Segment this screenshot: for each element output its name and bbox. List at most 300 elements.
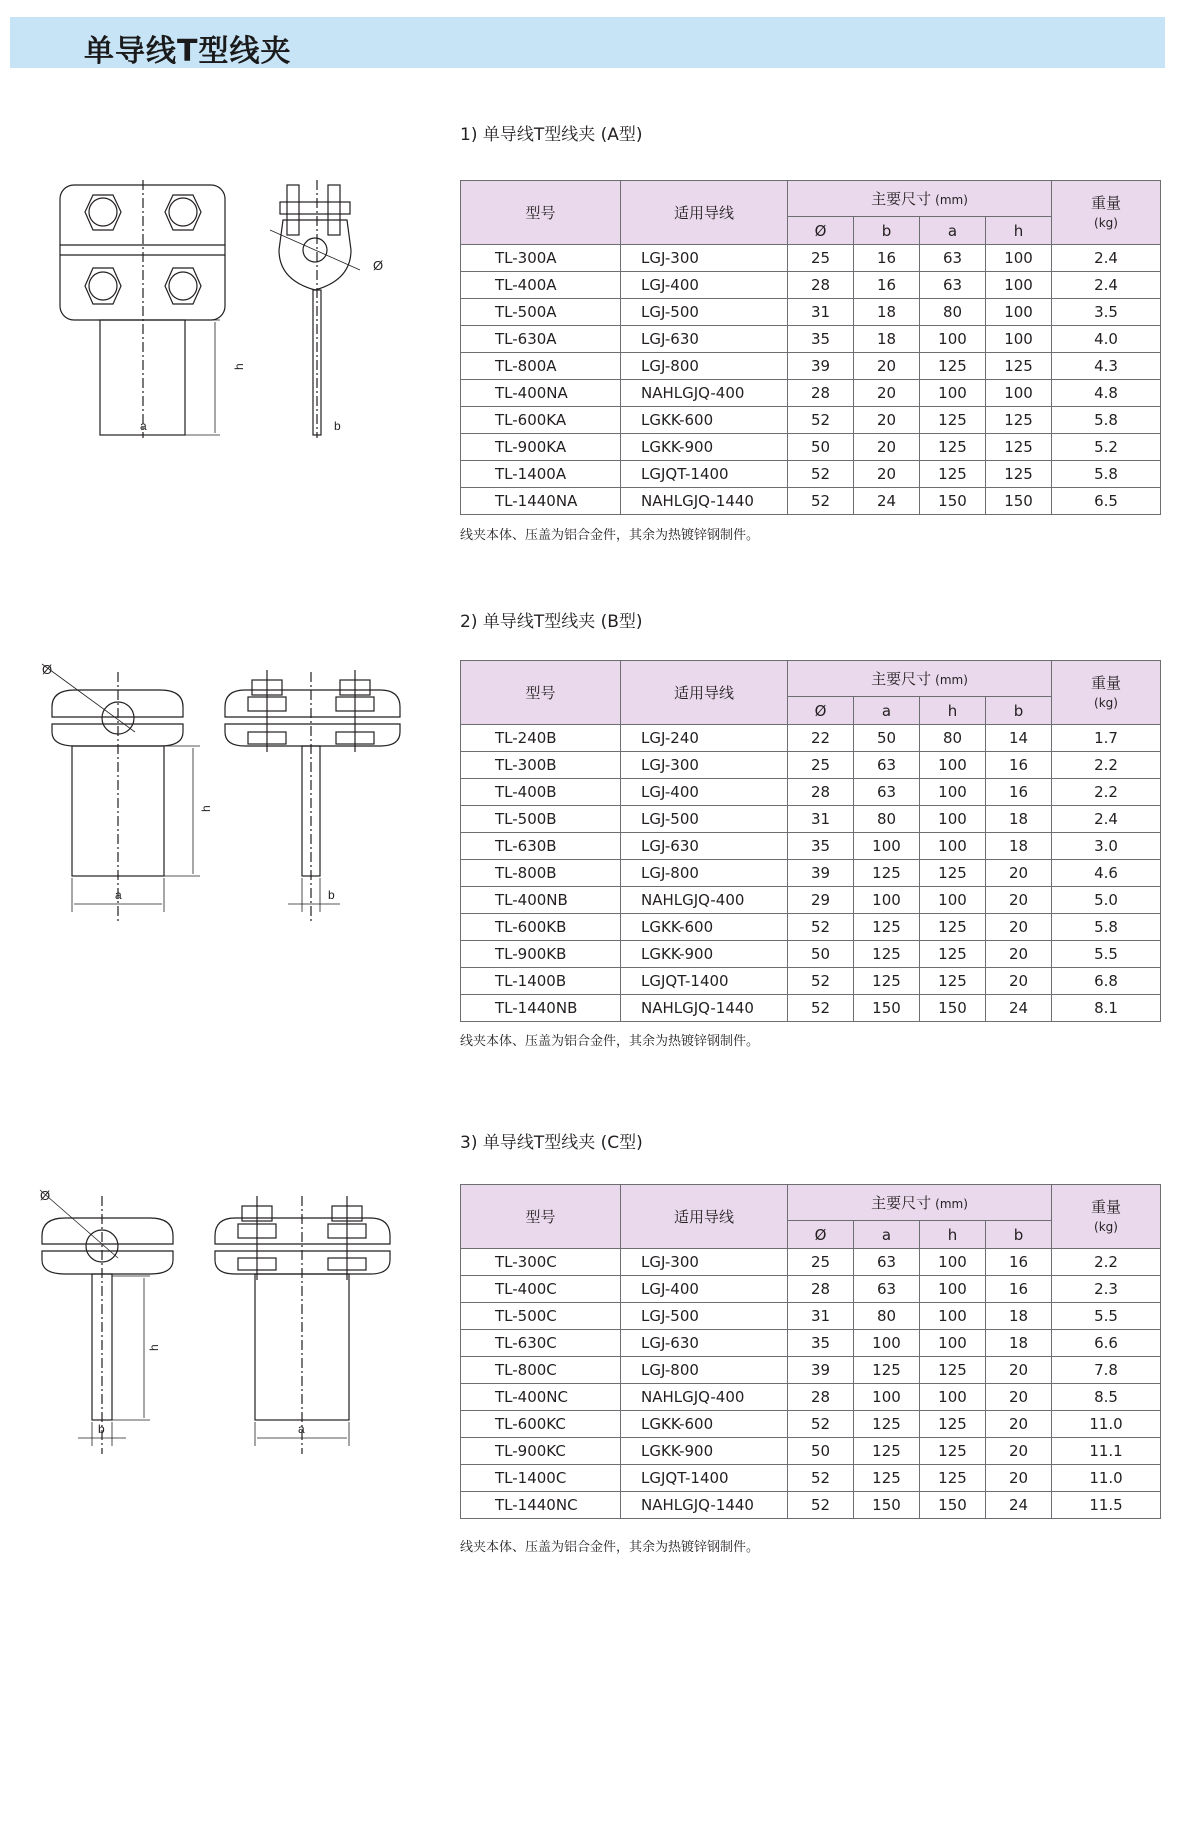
header-dims: 主要尺寸 (mm) [788,661,1052,697]
dim-cell: 125 [854,1411,920,1438]
dim-cell: 52 [788,914,854,941]
dim-cell: 150 [920,995,986,1022]
dim-cell: 18 [854,299,920,326]
dim-cell: 52 [788,995,854,1022]
weight-cell: 2.4 [1052,806,1161,833]
dim-cell: 125 [920,461,986,488]
dim-cell: 16 [854,272,920,299]
header-dim: h [920,1221,986,1249]
model-cell: TL-400NB [461,887,621,914]
header-dim: a [854,697,920,725]
conductor-cell: LGJ-800 [621,860,788,887]
dim-cell: 150 [854,1492,920,1519]
model-cell: TL-800B [461,860,621,887]
dim-cell: 52 [788,1492,854,1519]
dim-cell: 20 [986,1384,1052,1411]
table-row [461,1438,1161,1465]
dim-cell: 100 [986,245,1052,272]
dim-cell: 50 [788,434,854,461]
dim-cell: 20 [986,1357,1052,1384]
table-row [461,1303,1161,1330]
dim-cell: 20 [986,860,1052,887]
table-row [461,860,1161,887]
header-model: 型号 [461,181,621,245]
table-row [461,380,1161,407]
dim-cell: 80 [854,1303,920,1330]
header-dim: a [854,1221,920,1249]
spec-table-body [461,1249,1161,1519]
dim-cell: 52 [788,461,854,488]
header-weight: 重量 (kg) [1052,181,1161,245]
conductor-cell: LGKK-600 [621,914,788,941]
dim-cell: 20 [854,461,920,488]
table-row [461,779,1161,806]
weight-cell: 5.5 [1052,1303,1161,1330]
dim-cell: 100 [920,1330,986,1357]
header-dim: h [986,217,1052,245]
dim-cell: 35 [788,326,854,353]
weight-cell: 1.7 [1052,725,1161,752]
model-cell: TL-400A [461,272,621,299]
weight-cell: 4.8 [1052,380,1161,407]
dim-cell: 24 [854,488,920,515]
header-dim: b [986,1221,1052,1249]
conductor-cell: LGJ-630 [621,326,788,353]
page-title: 单导线T型线夹 [84,34,292,69]
weight-cell: 5.8 [1052,407,1161,434]
dim-cell: 16 [986,752,1052,779]
weight-cell: 4.6 [1052,860,1161,887]
weight-cell: 2.3 [1052,1276,1161,1303]
dim-cell: 125 [854,968,920,995]
header-dims: 主要尺寸 (mm) [788,181,1052,217]
header-dim: Ø [788,1221,854,1249]
dim-cell: 18 [986,833,1052,860]
header-dim: Ø [788,217,854,245]
dim-cell: 125 [920,1411,986,1438]
conductor-cell: LGKK-600 [621,1411,788,1438]
spec-table-a [460,180,1161,515]
material-note: 线夹本体、压盖为铝合金件，其余为热镀锌钢制件。 [460,1034,760,1049]
weight-cell: 2.4 [1052,272,1161,299]
dim-cell: 28 [788,380,854,407]
material-note: 线夹本体、压盖为铝合金件，其余为热镀锌钢制件。 [460,528,760,543]
dim-cell: 100 [920,806,986,833]
conductor-cell: LGJ-300 [621,245,788,272]
conductor-cell: NAHLGJQ-400 [621,887,788,914]
weight-cell: 8.5 [1052,1384,1161,1411]
model-cell: TL-400NC [461,1384,621,1411]
dim-h-label: h [199,805,213,812]
dim-cell: 100 [920,1384,986,1411]
dim-cell: 52 [788,407,854,434]
model-cell: TL-300B [461,752,621,779]
dim-cell: 100 [920,833,986,860]
dim-cell: 18 [986,1330,1052,1357]
weight-cell: 11.5 [1052,1492,1161,1519]
dim-cell: 150 [920,488,986,515]
weight-cell: 11.1 [1052,1438,1161,1465]
dim-cell: 100 [854,887,920,914]
dim-cell: 125 [986,461,1052,488]
weight-cell: 4.3 [1052,353,1161,380]
dim-cell: 28 [788,1276,854,1303]
weight-cell: 11.0 [1052,1411,1161,1438]
dim-cell: 100 [920,1249,986,1276]
dim-phi-label: Ø [42,662,53,677]
conductor-cell: LGJ-240 [621,725,788,752]
dim-cell: 28 [788,1384,854,1411]
dim-cell: 31 [788,806,854,833]
dim-cell: 63 [854,1249,920,1276]
table-row [461,1492,1161,1519]
dim-cell: 125 [920,1438,986,1465]
dim-cell: 31 [788,1303,854,1330]
dim-cell: 100 [920,380,986,407]
model-cell: TL-600KC [461,1411,621,1438]
table-row [461,1384,1161,1411]
dim-a-label: a [298,1422,305,1436]
dim-cell: 50 [854,725,920,752]
header-conductor: 适用导线 [621,661,788,725]
dim-cell: 125 [920,968,986,995]
table-row [461,299,1161,326]
model-cell: TL-900KB [461,941,621,968]
dim-cell: 39 [788,353,854,380]
dim-cell: 125 [986,353,1052,380]
table-row [461,833,1161,860]
header-dim: b [986,697,1052,725]
dim-cell: 125 [986,407,1052,434]
dim-cell: 52 [788,1465,854,1492]
dim-cell: 125 [920,407,986,434]
conductor-cell: LGKK-900 [621,1438,788,1465]
dim-cell: 150 [854,995,920,1022]
dim-cell: 14 [986,725,1052,752]
model-cell: TL-400B [461,779,621,806]
table-row [461,725,1161,752]
conductor-cell: LGJ-800 [621,353,788,380]
model-cell: TL-1440NB [461,995,621,1022]
conductor-cell: LGJ-500 [621,1303,788,1330]
dim-cell: 125 [986,434,1052,461]
dim-a-label: a [115,888,122,902]
clamp-b-drawing [30,652,430,927]
spec-table-c [460,1184,1161,1519]
model-cell: TL-1400A [461,461,621,488]
dim-cell: 24 [986,995,1052,1022]
weight-cell: 4.0 [1052,326,1161,353]
dim-cell: 100 [920,887,986,914]
header-dim: a [920,217,986,245]
model-cell: TL-300A [461,245,621,272]
dim-cell: 63 [854,779,920,806]
section-title: 3) 单导线T型线夹 (C型) [460,1133,643,1153]
model-cell: TL-600KA [461,407,621,434]
table-row [461,353,1161,380]
dim-cell: 125 [854,914,920,941]
dim-cell: 125 [854,1438,920,1465]
table-row [461,326,1161,353]
model-cell: TL-600KB [461,914,621,941]
table-row [461,488,1161,515]
model-cell: TL-900KC [461,1438,621,1465]
dim-cell: 125 [854,941,920,968]
table-row [461,887,1161,914]
model-cell: TL-300C [461,1249,621,1276]
dim-cell: 18 [854,326,920,353]
model-cell: TL-800C [461,1357,621,1384]
dim-cell: 100 [920,779,986,806]
model-cell: TL-500B [461,806,621,833]
dim-cell: 100 [854,833,920,860]
dim-cell: 125 [920,353,986,380]
dim-cell: 100 [854,1330,920,1357]
table-row [461,914,1161,941]
table-row [461,272,1161,299]
model-cell: TL-500C [461,1303,621,1330]
page-header-banner [10,17,1165,68]
dim-cell: 22 [788,725,854,752]
dim-a-label: a [140,419,147,433]
dim-cell: 52 [788,488,854,515]
clamp-c-drawing [30,1176,430,1456]
dim-cell: 20 [854,407,920,434]
clamp-a-drawing [55,180,405,440]
dim-cell: 100 [920,326,986,353]
weight-cell: 11.0 [1052,1465,1161,1492]
table-row [461,941,1161,968]
weight-cell: 5.8 [1052,914,1161,941]
conductor-cell: LGJ-500 [621,806,788,833]
dim-cell: 25 [788,752,854,779]
model-cell: TL-1440NC [461,1492,621,1519]
weight-cell: 7.8 [1052,1357,1161,1384]
weight-cell: 5.0 [1052,887,1161,914]
table-row [461,1249,1161,1276]
dim-cell: 125 [920,860,986,887]
weight-cell: 2.2 [1052,779,1161,806]
weight-cell: 2.4 [1052,245,1161,272]
model-cell: TL-240B [461,725,621,752]
header-weight: 重量 (kg) [1052,1185,1161,1249]
dim-phi-label: Ø [373,258,384,273]
dim-cell: 150 [986,488,1052,515]
header-dim: h [920,697,986,725]
dim-cell: 125 [854,860,920,887]
dim-cell: 100 [986,299,1052,326]
spec-table-b [460,660,1161,1022]
dim-cell: 35 [788,833,854,860]
header-model: 型号 [461,661,621,725]
conductor-cell: LGJ-400 [621,1276,788,1303]
dim-cell: 100 [920,752,986,779]
table-row [461,806,1161,833]
dim-cell: 100 [986,326,1052,353]
table-row [461,1357,1161,1384]
dim-cell: 150 [920,1492,986,1519]
table-row [461,1465,1161,1492]
dim-cell: 25 [788,245,854,272]
conductor-cell: LGKK-600 [621,407,788,434]
weight-cell: 5.5 [1052,941,1161,968]
header-dims: 主要尺寸 (mm) [788,1185,1052,1221]
model-cell: TL-400C [461,1276,621,1303]
dim-cell: 31 [788,299,854,326]
dim-cell: 125 [920,914,986,941]
conductor-cell: LGJ-400 [621,779,788,806]
material-note: 线夹本体、压盖为铝合金件，其余为热镀锌钢制件。 [460,1540,760,1555]
weight-cell: 5.2 [1052,434,1161,461]
model-cell: TL-400NA [461,380,621,407]
model-cell: TL-630B [461,833,621,860]
weight-cell: 5.8 [1052,461,1161,488]
weight-cell: 8.1 [1052,995,1161,1022]
dim-cell: 52 [788,1411,854,1438]
dim-cell: 18 [986,806,1052,833]
dim-cell: 20 [854,353,920,380]
conductor-cell: NAHLGJQ-1440 [621,1492,788,1519]
model-cell: TL-800A [461,353,621,380]
table-row [461,434,1161,461]
dim-cell: 20 [986,941,1052,968]
dim-cell: 20 [986,914,1052,941]
table-row [461,407,1161,434]
table-row [461,1411,1161,1438]
dim-cell: 50 [788,1438,854,1465]
dim-cell: 125 [920,941,986,968]
header-conductor: 适用导线 [621,181,788,245]
table-row [461,1276,1161,1303]
dim-cell: 28 [788,272,854,299]
weight-cell: 6.8 [1052,968,1161,995]
dim-cell: 16 [986,1249,1052,1276]
conductor-cell: LGKK-900 [621,941,788,968]
header-model: 型号 [461,1185,621,1249]
dim-cell: 63 [920,245,986,272]
model-cell: TL-1400B [461,968,621,995]
dim-h-label: h [147,1344,161,1351]
table-row [461,968,1161,995]
dim-cell: 18 [986,1303,1052,1330]
table-row [461,461,1161,488]
conductor-cell: LGKK-900 [621,434,788,461]
dim-cell: 20 [854,434,920,461]
weight-cell: 3.5 [1052,299,1161,326]
dim-cell: 100 [920,1276,986,1303]
spec-table-body [461,725,1161,1022]
dim-b-label: b [328,888,335,902]
header-weight: 重量 (kg) [1052,661,1161,725]
header-dim: b [854,217,920,245]
conductor-cell: NAHLGJQ-1440 [621,995,788,1022]
dim-phi-label: Ø [40,1188,51,1203]
dim-cell: 20 [986,1438,1052,1465]
model-cell: TL-630C [461,1330,621,1357]
dim-cell: 16 [986,779,1052,806]
dim-cell: 125 [920,1357,986,1384]
spec-table-body [461,245,1161,515]
weight-cell: 6.6 [1052,1330,1161,1357]
dim-cell: 80 [920,299,986,326]
table-row [461,1330,1161,1357]
dim-cell: 25 [788,1249,854,1276]
dim-cell: 63 [920,272,986,299]
dim-cell: 50 [788,941,854,968]
model-cell: TL-1440NA [461,488,621,515]
conductor-cell: LGJ-500 [621,299,788,326]
conductor-cell: LGJQT-1400 [621,1465,788,1492]
dim-cell: 35 [788,1330,854,1357]
conductor-cell: LGJ-300 [621,752,788,779]
header-conductor: 适用导线 [621,1185,788,1249]
dim-h-label: h [232,363,246,370]
dim-cell: 16 [854,245,920,272]
dim-cell: 52 [788,968,854,995]
dim-cell: 125 [854,1357,920,1384]
conductor-cell: NAHLGJQ-1440 [621,488,788,515]
conductor-cell: LGJ-800 [621,1357,788,1384]
weight-cell: 3.0 [1052,833,1161,860]
conductor-cell: LGJ-300 [621,1249,788,1276]
dim-cell: 125 [920,1465,986,1492]
dim-b-label: b [98,1422,105,1436]
dim-b-label: b [334,419,341,433]
table-row [461,245,1161,272]
dim-cell: 100 [854,1384,920,1411]
dim-cell: 20 [986,887,1052,914]
conductor-cell: NAHLGJQ-400 [621,380,788,407]
conductor-cell: LGJQT-1400 [621,968,788,995]
header-dim: Ø [788,697,854,725]
dim-cell: 29 [788,887,854,914]
dim-cell: 100 [986,272,1052,299]
dim-cell: 80 [920,725,986,752]
model-cell: TL-900KA [461,434,621,461]
dim-cell: 39 [788,1357,854,1384]
dim-cell: 28 [788,779,854,806]
model-cell: TL-500A [461,299,621,326]
dim-cell: 24 [986,1492,1052,1519]
section-title: 1) 单导线T型线夹 (A型) [460,125,643,145]
dim-cell: 20 [986,1411,1052,1438]
dim-cell: 125 [854,1465,920,1492]
weight-cell: 2.2 [1052,752,1161,779]
dim-cell: 20 [986,1465,1052,1492]
dim-cell: 63 [854,752,920,779]
dim-cell: 39 [788,860,854,887]
table-row [461,995,1161,1022]
conductor-cell: LGJ-400 [621,272,788,299]
dim-cell: 100 [986,380,1052,407]
conductor-cell: NAHLGJQ-400 [621,1384,788,1411]
weight-cell: 6.5 [1052,488,1161,515]
dim-cell: 16 [986,1276,1052,1303]
table-row [461,752,1161,779]
conductor-cell: LGJQT-1400 [621,461,788,488]
conductor-cell: LGJ-630 [621,1330,788,1357]
section-title: 2) 单导线T型线夹 (B型) [460,612,643,632]
dim-cell: 80 [854,806,920,833]
dim-cell: 20 [854,380,920,407]
dim-cell: 100 [920,1303,986,1330]
weight-cell: 2.2 [1052,1249,1161,1276]
dim-cell: 125 [920,434,986,461]
model-cell: TL-630A [461,326,621,353]
dim-cell: 63 [854,1276,920,1303]
model-cell: TL-1400C [461,1465,621,1492]
dim-cell: 20 [986,968,1052,995]
